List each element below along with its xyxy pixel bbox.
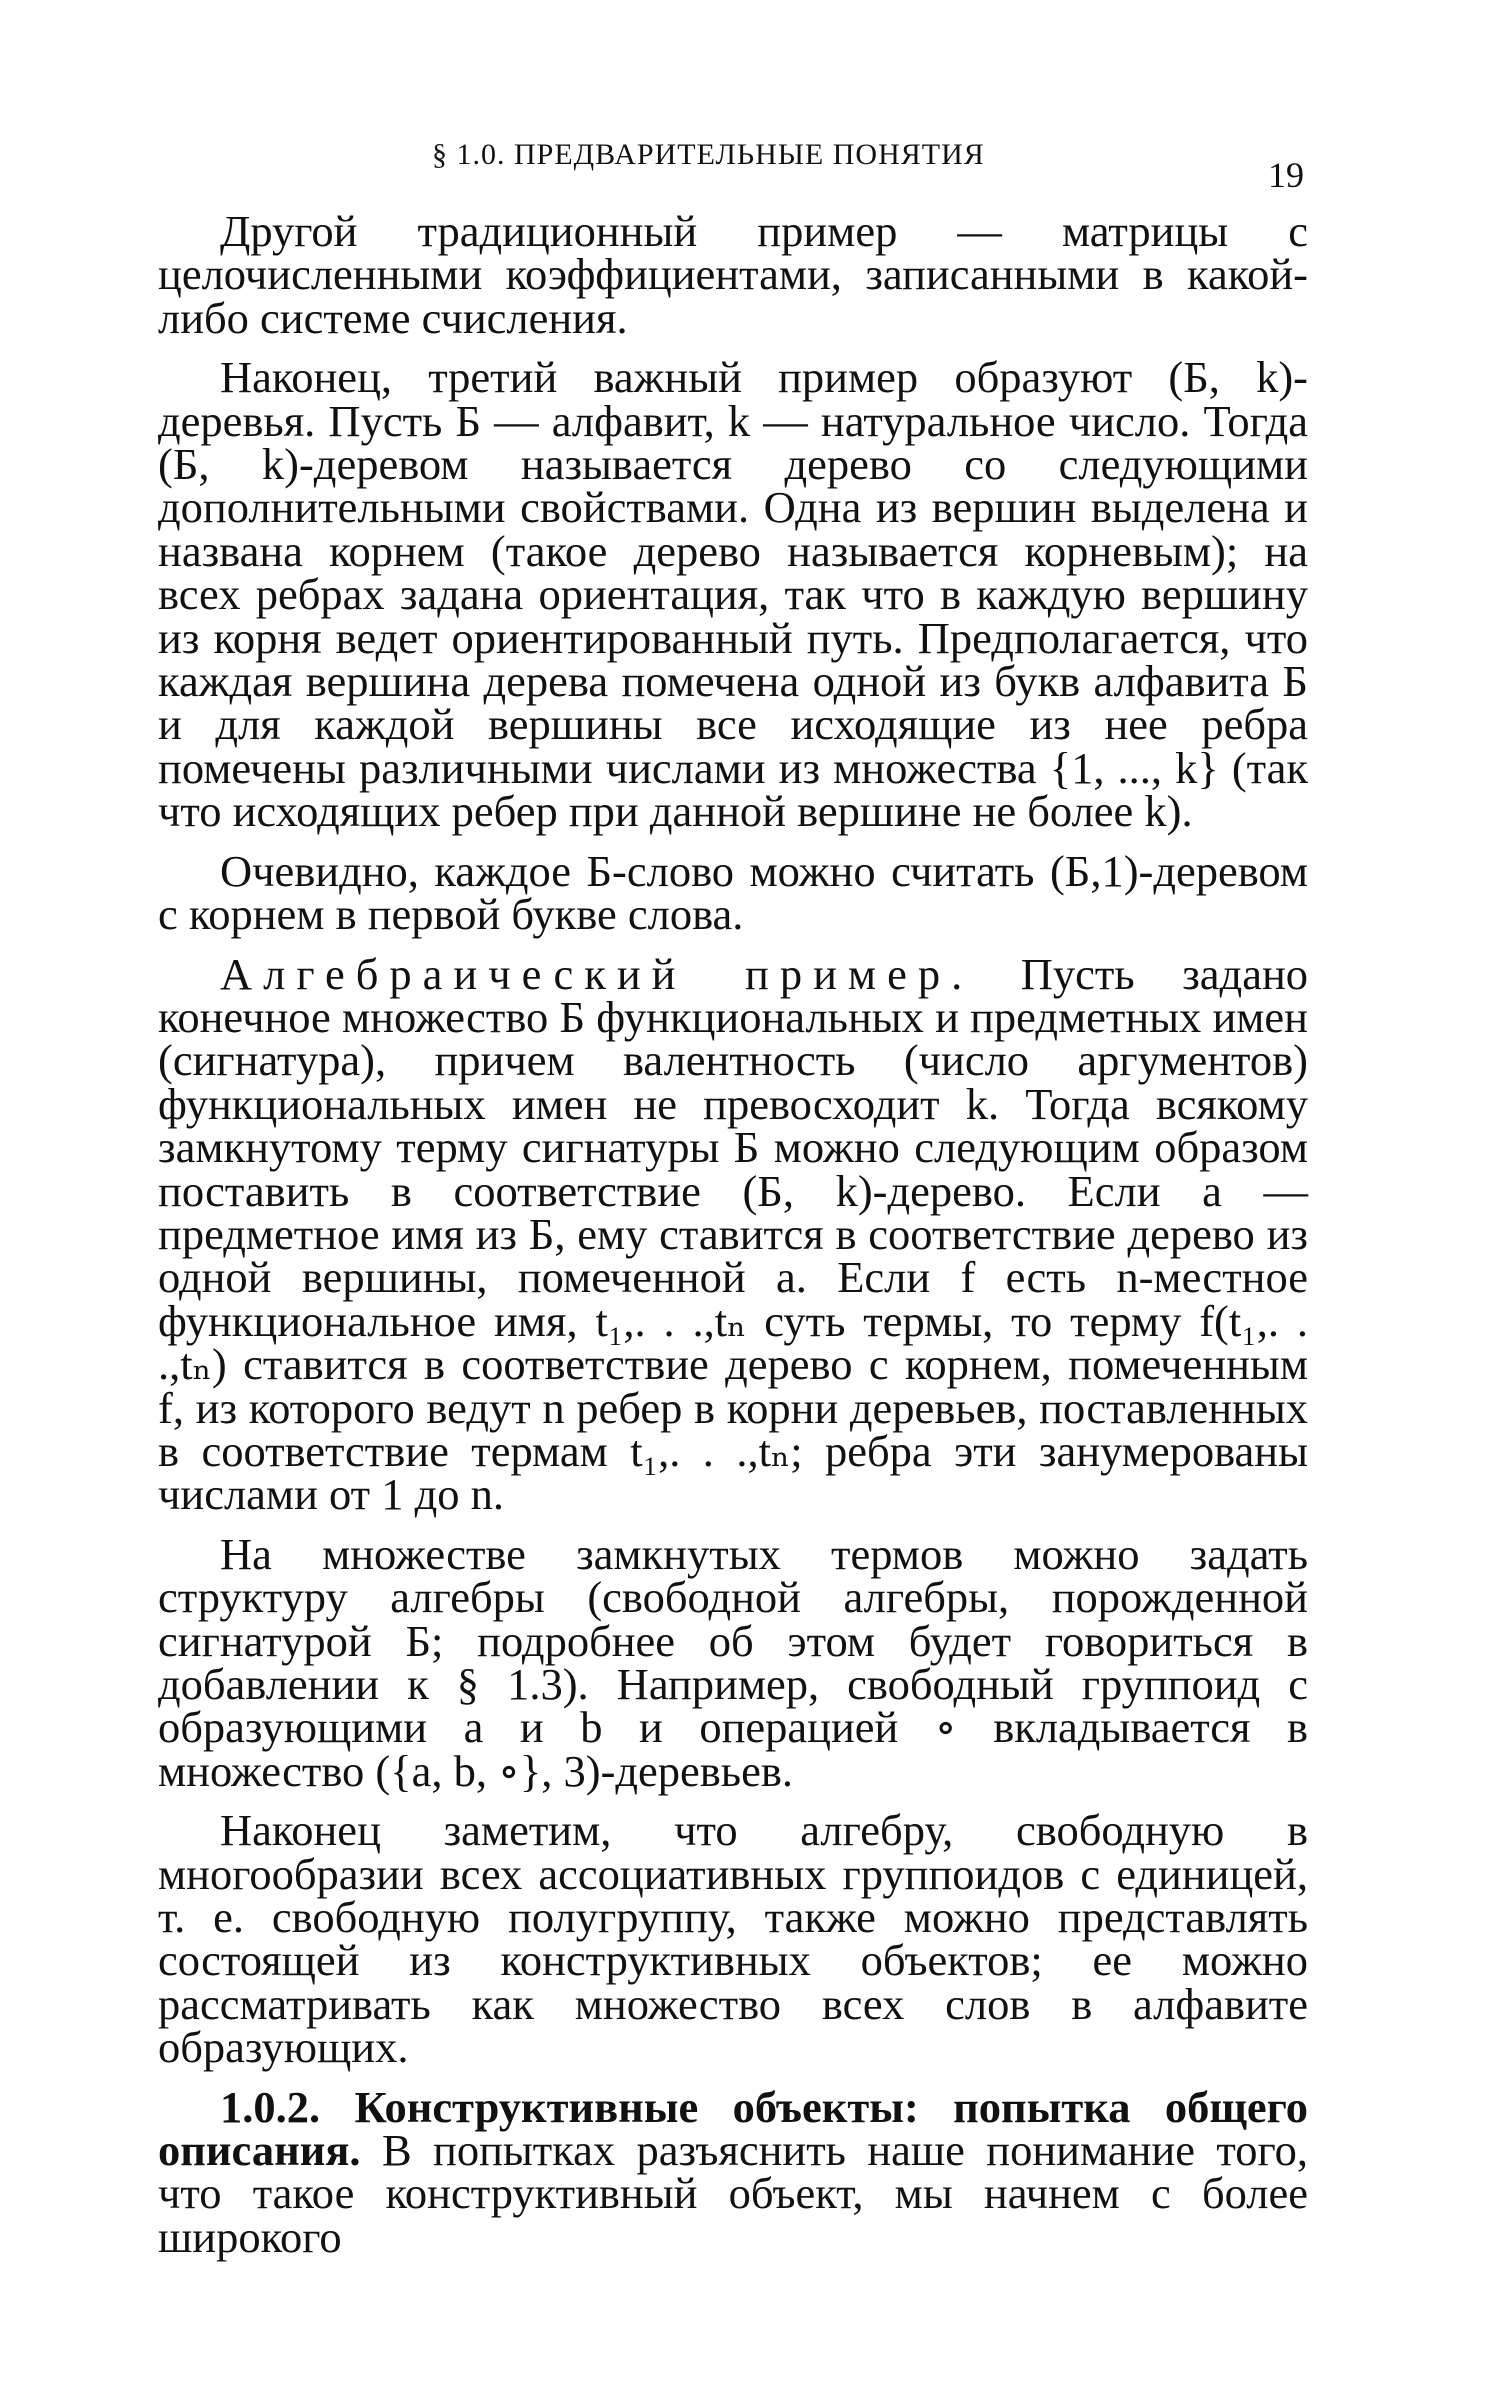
paragraph: Наконец заметим, что алгебру, свободную в многообразии всех ассоциативных группоидов с единицей, т. е. свободную полугруппу, также можно представлять состоящей из конструктивных объектов; ее можно рассматривать как множество всех слов в алфавите образующих.	[158, 1805, 1308, 2073]
paragraph-text: В попытках разъяснить наше понимание того, что такое конструктивный объект, мы начнем с более широкого	[158, 2125, 1308, 2262]
running-header: § 1.0. ПРЕДВАРИТЕЛЬНЫЕ ПОНЯТИЯ	[432, 138, 985, 171]
paragraph: Другой традиционный пример — матрицы с целочисленными коэффициентами, записанными в какой-либо системе счисления.	[158, 206, 1308, 343]
paragraph-text: Пусть задано конечное множество Б функциональных и предметных имен (сигнатура), причем валентность (число аргументов) функциональных имен не превосходит k. Тогда всякому замкнутому терму сигнатуры Б можно следующим образом поставить в соответствие (Б, k)-дерево. Если a — предметное имя из Б, ему ставится в соответствие дерево из одной вершины, помеченной a. Если f есть n-местное функциональное имя, t₁,. . .,tₙ суть термы, то терму f(t₁,. . .,tₙ) ставится в соответствие дерево с корнем, помеченным f, из которого ведут n ребер в корни деревьев, поставленных в соответствие термам t₁,. . .,tₙ; ребра эти занумерованы числами от 1 до n.	[158, 948, 1309, 1520]
paragraph	[158, 948, 1309, 1520]
paragraph	[158, 2081, 1308, 2262]
paragraph: Очевидно, каждое Б-слово можно считать (Б,1)-деревом с корнем в первой букве слова.	[158, 845, 1308, 940]
page-body	[158, 206, 1309, 2262]
section-heading: 1.0.2. Конструктивные объекты: попытка общего описания.	[158, 2081, 1308, 2176]
page-number: 19	[1268, 155, 1304, 195]
paragraph: Наконец, третий важный пример образуют (Б, k)-деревья. Пусть Б — алфавит, k — натуральное число. Тогда (Б, k)-деревом называется дерево со следующими дополнительными свойствами. Одна из вершин выделена и названа корнем (такое дерево называется корневым); на всех ребрах задана ориентация, так что в каждую вершину из корня ведет ориентированный путь. Предполагается, что каждая вершина дерева помечена одной из букв алфавита Б и для каждой вершины все исходящие из нее ребра помечены различными числами из множества {1, ..., k} (так что исходящих ребер при данной вершине не более k).	[158, 352, 1308, 837]
paragraph: На множестве замкнутых термов можно задать структуру алгебры (свободной алгебры, порожденной сигнатурой Б; подробнее об этом будет говориться в добавлении к § 1.3). Например, свободный группоид с образующими a и b и операцией ∘ вкладывается в множество ({a, b, ∘}, 3)-деревьев.	[158, 1528, 1308, 1796]
example-lead: Алгебраический пример.	[220, 948, 974, 999]
